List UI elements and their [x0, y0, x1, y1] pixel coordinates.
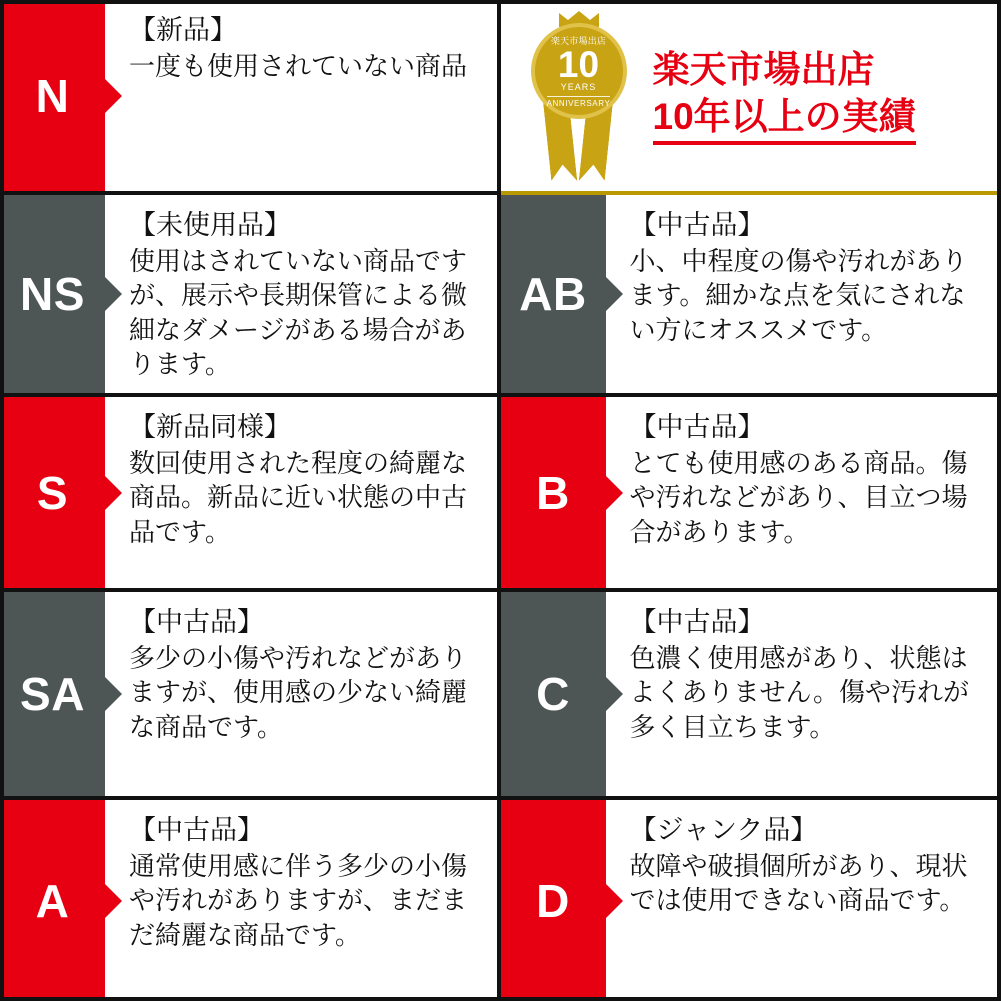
promo-text-block [643, 46, 996, 146]
grade-code-b: B [536, 466, 570, 519]
grade-title-a: 【中古品】 [129, 815, 264, 845]
medal-number: 10 [557, 43, 600, 85]
medal-anniversary-label: ANNIVERSARY [547, 96, 611, 108]
grade-badge-ab [501, 195, 606, 393]
grade-code-a: A [35, 874, 70, 927]
medal-top-text: 楽天市場出店 [550, 35, 607, 46]
grade-cell-ab [501, 195, 1001, 397]
grade-description-c [606, 592, 1001, 796]
grade-badge-a [0, 800, 105, 1001]
grade-cell-c [501, 592, 1001, 800]
grade-badge-n [0, 0, 105, 191]
grade-body-d: 故障や破損個所があり、現状では使用できない商品です。 [629, 850, 968, 916]
promo-banner [501, 0, 1001, 195]
grade-body-n: 一度も使用されていない商品 [129, 50, 468, 81]
grade-description-n [105, 0, 497, 191]
medal-circle [531, 23, 627, 119]
grade-badge-d [501, 800, 606, 1001]
grade-badge-s [0, 397, 105, 588]
grade-code-sa: SA [20, 668, 85, 720]
grade-code-s: S [36, 466, 69, 519]
grade-cell-d [501, 800, 1001, 1001]
medal-graphic [517, 7, 641, 187]
anniversary-medal [515, 7, 643, 185]
grade-code-ab: AB [519, 268, 587, 320]
grade-badge-ns [0, 195, 105, 393]
grade-description-a [105, 800, 497, 1001]
grade-description-b [606, 397, 1001, 588]
grade-cell-b [501, 397, 1001, 592]
grade-badge-b [501, 397, 606, 588]
grade-description-s [105, 397, 497, 588]
grade-cell-ns [0, 195, 501, 397]
grade-description-d [606, 800, 1001, 1001]
grade-body-ns: 使用はされていない商品ですが、展示や長期保管による微細なダメージがある場合があります。 [129, 245, 468, 379]
grade-title-sa: 【中古品】 [129, 607, 264, 637]
grade-description-ab [606, 195, 1001, 393]
grade-code-d: D [536, 874, 570, 927]
grade-description-sa [105, 592, 497, 796]
grade-title-c: 【中古品】 [629, 607, 765, 637]
grade-title-d: 【ジャンク品】 [629, 815, 818, 845]
grade-body-s: 数回使用された程度の綺麗な商品。新品に近い状態の中古品です。 [129, 447, 468, 547]
grade-cell-n [0, 0, 501, 195]
grade-body-sa: 多少の小傷や汚れなどがありますが、使用感の少ない綺麗な商品です。 [129, 642, 468, 742]
grade-body-c: 色濃く使用感があり、状態はよくありません。傷や汚れが多く目立ちます。 [629, 642, 970, 742]
grade-title-ab: 【中古品】 [629, 210, 765, 240]
grade-body-ab: 小、中程度の傷や汚れがあります。細かな点を気にされない方にオススメです。 [629, 245, 968, 345]
grade-cell-a [0, 800, 501, 1001]
grade-badge-c [501, 592, 606, 796]
promo-line-2: 10年以上の実績 [653, 93, 916, 145]
grade-body-a: 通常使用感に伴う多少の小傷や汚れがありますが、まだまだ綺麗な商品です。 [129, 850, 468, 950]
grade-body-b: とても使用感のある商品。傷や汚れなどがあり、目立つ場合があります。 [629, 447, 968, 547]
grade-badge-sa [0, 592, 105, 796]
grade-title-b: 【中古品】 [629, 412, 765, 442]
promo-line-1: 楽天市場出店 [652, 48, 875, 90]
grade-title-ns: 【未使用品】 [129, 210, 291, 240]
grade-title-n: 【新品】 [129, 15, 237, 45]
medal-years-label: YEARS [560, 82, 597, 93]
grade-cell-s [0, 397, 501, 592]
grade-code-ns: NS [20, 268, 85, 320]
grade-title-s: 【新品同様】 [129, 412, 291, 442]
grade-code-c: C [536, 668, 570, 720]
grade-cell-sa [0, 592, 501, 800]
grade-code-n: N [35, 69, 70, 122]
grade-description-ns [105, 195, 497, 393]
